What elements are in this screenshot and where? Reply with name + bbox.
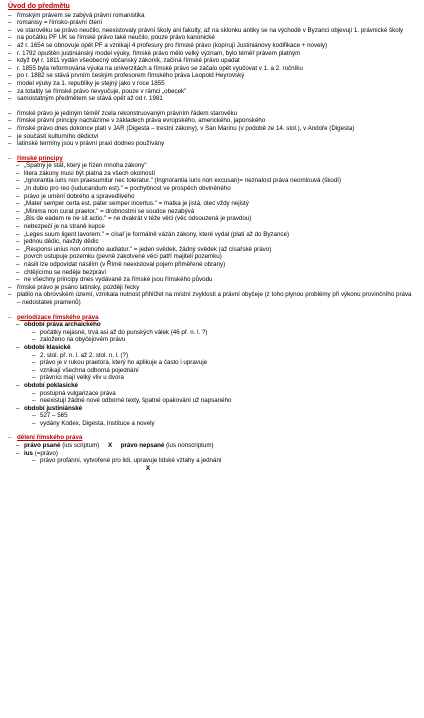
intro-item bbox=[8, 57, 416, 65]
intro-item bbox=[8, 125, 416, 133]
dash-marker: – bbox=[16, 268, 20, 276]
versus-mark-2: X bbox=[145, 464, 151, 472]
list-item-text: „Mater semper certa est, pater semper incertus." = matka je jistá, otec vždy nejistý bbox=[24, 200, 249, 208]
dash-marker: – bbox=[8, 109, 12, 117]
intro-item bbox=[8, 12, 416, 20]
intro-item bbox=[8, 117, 416, 125]
list-item-text: „Ignorantia iuris non praesumitur nec toleratur." (Ingnorantia iuris non excusan)= neznalost práva neomlouvá (škodí) bbox=[24, 177, 342, 185]
dash-marker: – bbox=[16, 223, 20, 231]
period-item bbox=[8, 374, 416, 382]
dash-marker: – bbox=[8, 72, 12, 80]
dash-marker: – bbox=[16, 442, 20, 450]
division-ius-item-row bbox=[8, 457, 416, 465]
intro-item bbox=[8, 95, 416, 103]
list-item-text: „Bis de eadem re ne sit actio." = ne dvakrát v téže věci (věc odsouzená je pravdou) bbox=[24, 215, 252, 223]
principles-after-list bbox=[8, 284, 416, 307]
list-item-text: romanisy = římsko-právní čtení bbox=[17, 19, 103, 27]
dash-marker: – bbox=[8, 117, 12, 125]
list-item-text: římské právo dnes dokonce platí v JAR (Digesta – trestní zákony), v San Marinu (v podobě ze 14. stol.), v Andoře (Digesta) bbox=[17, 124, 355, 132]
principle-item bbox=[8, 276, 416, 284]
dash-marker: – bbox=[8, 95, 12, 103]
dash-marker: – bbox=[32, 412, 36, 420]
dash-marker: – bbox=[32, 397, 36, 405]
section-title-division: dělení římského práva bbox=[17, 434, 83, 442]
principle-item bbox=[8, 223, 416, 231]
list-item-text: právníci mají velký vliv u dvora bbox=[40, 374, 124, 382]
intro-list bbox=[8, 12, 416, 103]
period-item bbox=[8, 359, 416, 367]
principle-item bbox=[8, 170, 416, 178]
list-item-text: „In dubio pro reo (iuducandum est)." = pochybnost ve prospěch obviněného bbox=[24, 185, 231, 193]
intro-item bbox=[8, 133, 416, 141]
intro-item bbox=[8, 72, 416, 80]
period-item bbox=[8, 412, 416, 420]
dash-marker: – bbox=[16, 185, 20, 193]
period-group bbox=[8, 321, 416, 329]
dash-marker: – bbox=[16, 207, 20, 215]
dash-marker: – bbox=[8, 434, 12, 442]
principle-item bbox=[8, 246, 416, 254]
division-ius bbox=[24, 450, 416, 458]
list-item-text: chtějícímu se neděje bezpráví bbox=[24, 268, 107, 276]
list-item-text: období práva archaického bbox=[24, 321, 101, 329]
list-item-text: na počátku PF UK se římské právo také neučilo, pouze právo kanonické bbox=[17, 34, 215, 42]
versus-mark: X bbox=[107, 442, 113, 450]
list-item-text: jednou dědic, navždy dědic bbox=[24, 238, 99, 246]
principle-item bbox=[8, 261, 416, 269]
list-item-text: když byl r. 1811 vydán všeobecný občanský zákoník, začíná římské právo upadat bbox=[17, 57, 240, 65]
principle-note bbox=[8, 284, 416, 292]
list-item-text: 527 – 565 bbox=[40, 412, 68, 420]
list-item-text: právo je umění dobrého a spravedlivého bbox=[24, 192, 135, 200]
dash-marker: – bbox=[16, 177, 20, 185]
dash-marker: – bbox=[8, 11, 12, 19]
period-group bbox=[8, 382, 416, 390]
dash-marker: – bbox=[16, 238, 20, 246]
list-item-text: po r. 1882 se stává prvním českým profesorem římského práva Leopold Heyrovský bbox=[17, 72, 245, 80]
principles-list bbox=[8, 162, 416, 284]
dash-marker: – bbox=[8, 283, 12, 291]
dash-marker: – bbox=[8, 124, 12, 132]
dash-marker: – bbox=[32, 359, 36, 367]
list-item-text: model výuky za 1. republiky je stejný jako v roce 1855 bbox=[17, 79, 165, 87]
period-group bbox=[8, 405, 416, 413]
dash-marker: – bbox=[8, 19, 12, 27]
list-item-text: období justiniánské bbox=[24, 404, 83, 412]
ius-label: ius bbox=[24, 449, 33, 457]
list-item-text: nebezpečí je na straně kupce bbox=[24, 223, 105, 231]
period-item bbox=[8, 352, 416, 360]
dash-marker: – bbox=[8, 291, 12, 299]
intro-item bbox=[8, 110, 416, 118]
dash-marker: – bbox=[8, 140, 12, 148]
principle-item bbox=[8, 215, 416, 223]
list-item-text: „Minima non curat praetor." = drobnostmi se soudce nezabývá bbox=[24, 207, 195, 215]
list-item-text: období poklasické bbox=[24, 381, 78, 389]
division-written-row bbox=[8, 442, 416, 450]
section-title-periods: periodizace římského práva bbox=[17, 313, 99, 321]
principle-item bbox=[8, 208, 416, 216]
list-item-text: 2. stol. př. n. l. až 2. stol. n. l. (?) bbox=[40, 351, 129, 359]
list-item-text: vydány Kodex, Digesta, Instituce a novely bbox=[40, 419, 155, 427]
dash-marker: – bbox=[8, 154, 12, 162]
list-item-text: ne všechny principy dnes vydávané za římské jsou římského původu bbox=[24, 276, 213, 284]
dash-marker: – bbox=[32, 457, 36, 465]
dash-marker: – bbox=[16, 169, 20, 177]
dash-marker: – bbox=[32, 351, 36, 359]
period-item bbox=[8, 390, 416, 398]
principle-item bbox=[8, 269, 416, 277]
dash-marker: – bbox=[16, 192, 20, 200]
period-item bbox=[8, 420, 416, 428]
section-title-intro: Úvod do předmětu bbox=[8, 3, 70, 10]
intro-item bbox=[8, 27, 416, 35]
principles-heading bbox=[8, 155, 416, 163]
dash-marker: – bbox=[16, 253, 20, 261]
intro-item bbox=[8, 34, 416, 42]
principle-item bbox=[8, 238, 416, 246]
list-item-text: litera zákony musí být platná za všech okolností bbox=[24, 169, 156, 177]
dash-marker: – bbox=[32, 336, 36, 344]
ius-note: (=právo) bbox=[34, 449, 58, 457]
dash-marker: – bbox=[32, 419, 36, 427]
list-item-text: ve starověku se právo neučilo, neexistovaly právní školy ani fakulty, až na sklonku antiky se na východě v Byzanci objevují 1. právnické školy bbox=[17, 26, 404, 34]
period-item bbox=[8, 397, 416, 405]
principle-item bbox=[8, 193, 416, 201]
intro-item bbox=[8, 140, 416, 148]
period-item bbox=[8, 329, 416, 337]
principle-item bbox=[8, 185, 416, 193]
section-title-principles: římské principy bbox=[17, 154, 63, 162]
dash-marker: – bbox=[8, 26, 12, 34]
division-heading bbox=[8, 434, 416, 442]
dash-marker: – bbox=[8, 64, 12, 72]
dash-marker: – bbox=[8, 34, 12, 42]
dash-marker: – bbox=[32, 374, 36, 382]
list-item-text: samostatným předmětem se stává opět až od r. 1981 bbox=[17, 95, 163, 103]
periods-heading bbox=[8, 314, 416, 322]
list-item-text: násilí lze odpovídat násilím (v Římě neexistoval pojem přiměřené obrany) bbox=[24, 261, 226, 268]
dash-marker: – bbox=[16, 381, 20, 389]
list-item-text: římské právo je jediným téměř zcela rekonstruovaným právním řádem starověku bbox=[17, 109, 238, 117]
list-item-text: založeno na obyčejovém právu bbox=[40, 336, 126, 344]
principle-item bbox=[8, 253, 416, 261]
dash-marker: – bbox=[32, 328, 36, 336]
written-law-label: právo psané bbox=[24, 442, 61, 450]
division-ius-row bbox=[8, 450, 416, 458]
list-item-text: za totality se římské právo nevyučuje, pouze v rámci „obecek" bbox=[17, 87, 187, 95]
list-item-text: „Špatný je stát, který je řízen mnoha zákony" bbox=[24, 162, 147, 170]
list-item-text: r. 1792 opuštěn justiniánský model výuky, římské právo mělo velký význam, bylo téměř právem platným bbox=[17, 49, 301, 57]
intro-item bbox=[8, 88, 416, 96]
dash-marker: – bbox=[16, 245, 20, 253]
list-item-text: římským právem se zabývá právní romanistika bbox=[17, 11, 145, 19]
dash-marker: – bbox=[8, 87, 12, 95]
intro-item bbox=[8, 80, 416, 88]
written-law-note: (ius scriptum) bbox=[62, 442, 100, 450]
principle-item bbox=[8, 162, 416, 170]
dash-marker: – bbox=[8, 41, 12, 49]
period-item bbox=[8, 367, 416, 375]
list-item-text: římské právo je psáno latinsky, později řecky bbox=[17, 283, 140, 291]
dash-marker: – bbox=[16, 261, 20, 268]
dash-marker: – bbox=[8, 57, 12, 65]
list-item-text: „Responsi unius non omnoho audiatur." = jeden svědek, žádný svědek (až císařské právo) bbox=[24, 245, 272, 253]
list-item-text: latinské termíny jsou v právní praxi dodnes používány bbox=[17, 140, 165, 148]
ius-item: právo profánní, vytvořené pro lidi, upravuje lidské vztahy a jednání bbox=[40, 457, 222, 465]
dash-marker: – bbox=[16, 276, 20, 284]
list-item-text: vznikají všechna odborná pojednání bbox=[40, 366, 139, 374]
list-item-text: je součástí kulturního dědictví bbox=[17, 132, 99, 140]
list-item-text: postupná vulgarizace práva bbox=[40, 389, 116, 397]
intro-item bbox=[8, 42, 416, 50]
principle-item bbox=[8, 200, 416, 208]
periods-list bbox=[8, 321, 416, 427]
dash-marker: – bbox=[16, 321, 20, 329]
division-written bbox=[24, 442, 416, 450]
list-item-text: r. 1855 byla reformována výuka na univerzitách a římské právo se začalo opět vyučovat v 1. a 2. ročníku bbox=[17, 64, 303, 72]
dash-marker: – bbox=[32, 366, 36, 374]
dash-marker: – bbox=[32, 389, 36, 397]
period-item bbox=[8, 336, 416, 344]
list-item-text: až r. 1654 se obnovuje opět PF a vznikají 4 profesury pro římské právo (kopírují Justiniánovy kodifikace + novely) bbox=[17, 41, 328, 49]
unwritten-law-note: (ius nonscriptum) bbox=[166, 442, 214, 450]
period-group bbox=[8, 344, 416, 352]
intro-list-2 bbox=[8, 110, 416, 148]
list-item-text: platilo na obrovském území, vznikala nutnost přihlížet na místní zvyklosti a právní obyčeje (z toho plynou problémy při výkonu provinčního práva – nedostatek pramenů) bbox=[17, 291, 412, 306]
dash-marker: – bbox=[8, 313, 12, 321]
principle-item bbox=[8, 231, 416, 239]
dash-marker: – bbox=[16, 449, 20, 457]
unwritten-law-label: právo nepsané bbox=[120, 442, 165, 450]
list-item-text: právo je v rukou praetora, který ho aplikuje a často i upravuje bbox=[40, 359, 208, 367]
list-item-text: „Leges suum ligent lavorem." = císař je formálně vázán zákony, které vydal (platí až do Byzance) bbox=[24, 230, 290, 238]
list-item-text: povrch ustupuje pozemku (pevně zakotvené věci patří majiteli pozemku) bbox=[24, 253, 222, 261]
dash-marker: – bbox=[16, 404, 20, 412]
list-item-text: římské právní principy nacházíme v základech práva evropského, amerického, japonského bbox=[17, 117, 266, 125]
dash-marker: – bbox=[16, 230, 20, 238]
intro-item bbox=[8, 19, 416, 27]
dash-marker: – bbox=[16, 215, 20, 223]
dash-marker: – bbox=[8, 79, 12, 87]
dash-marker: – bbox=[8, 49, 12, 57]
dash-marker: – bbox=[16, 343, 20, 351]
intro-item bbox=[8, 65, 416, 73]
dash-marker: – bbox=[16, 200, 20, 208]
intro-item bbox=[8, 50, 416, 58]
principle-note bbox=[8, 291, 416, 306]
list-item-text: neexistují žádné nové odborné texty, špatné opakování už napsaného bbox=[40, 397, 232, 405]
dash-marker: – bbox=[8, 132, 12, 140]
list-item-text: počátky nejasné, trvá asi až do punských válek (46 př. n. l. ?) bbox=[40, 328, 208, 336]
principle-item bbox=[8, 177, 416, 185]
list-item-text: období klasické bbox=[24, 343, 71, 351]
dash-marker: – bbox=[16, 162, 20, 170]
